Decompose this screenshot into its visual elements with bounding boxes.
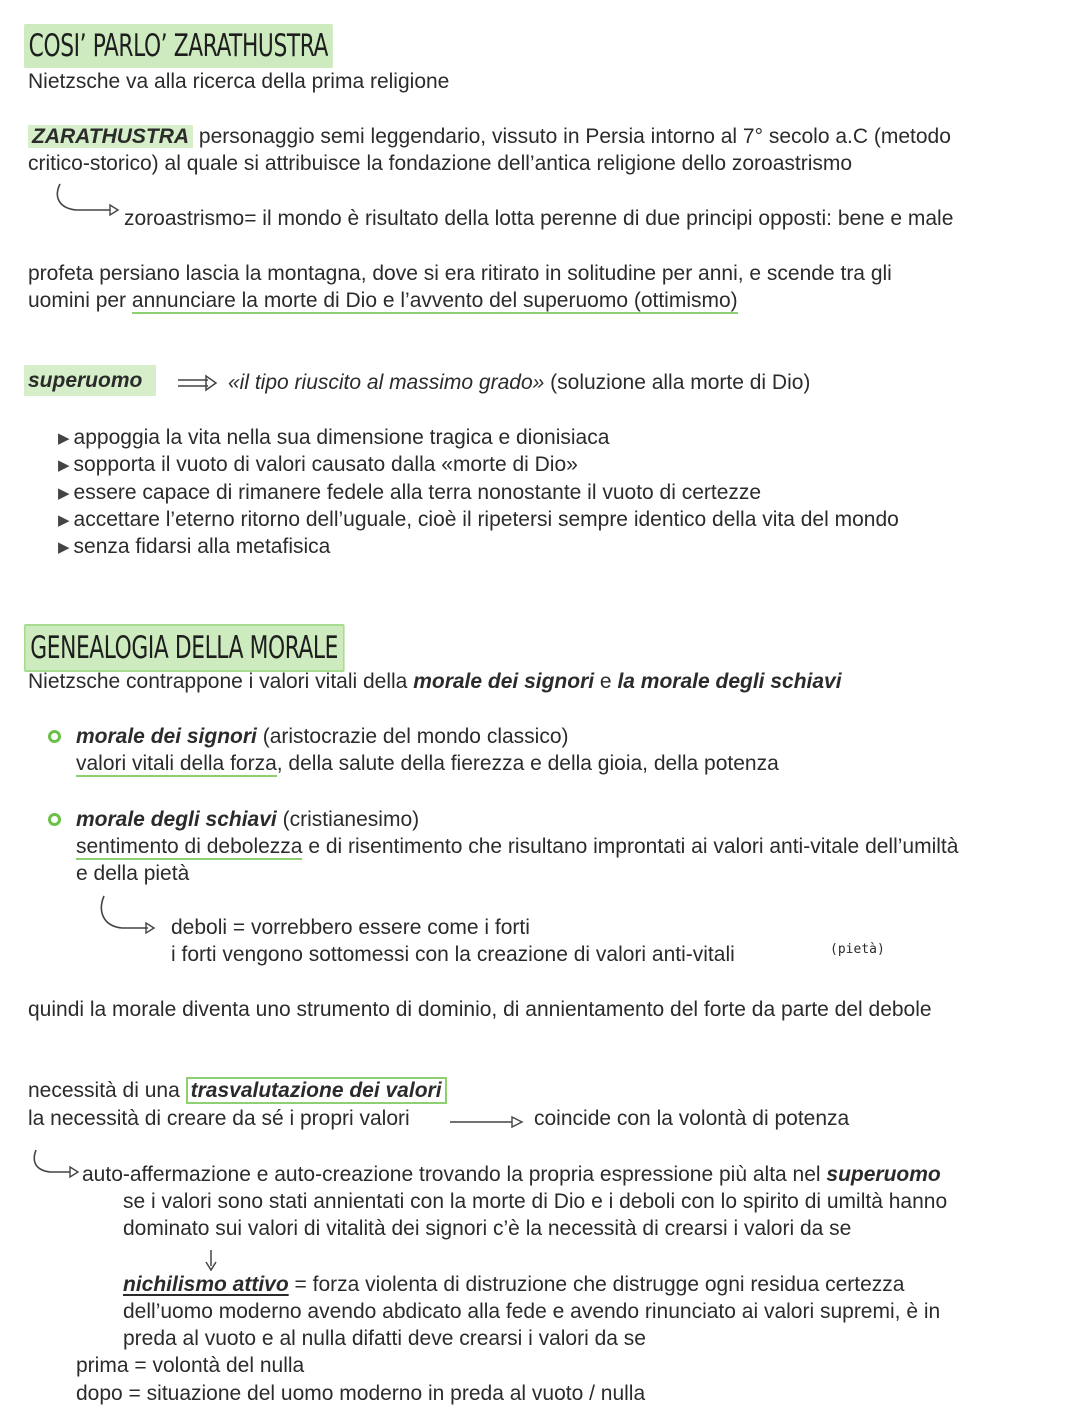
nichilismo-line2: dell’uomo moderno avendo abdicato alla fede e avendo rinunciato ai valori supremi, è in: [123, 1300, 941, 1323]
nichilismo-line1: [123, 1271, 904, 1298]
triangle-bullet-icon: ▶: [58, 457, 70, 474]
double-arrow-icon: [178, 374, 222, 394]
zarathustra-desc: personaggio semi leggendario, vissuto in Persia intorno al 7° secolo a.C (metodo: [193, 125, 951, 148]
superuomo-definition: [228, 369, 810, 396]
list-item-text: sopporta il vuoto di valori causato dalla «morte di Dio»: [73, 453, 578, 476]
list-item: [58, 506, 899, 535]
superuomo-quote: «il tipo riuscito al massimo grado»: [228, 371, 545, 394]
signori-term: morale dei signori: [76, 725, 257, 748]
quindi-paragraph: quindi la morale diventa uno strumento di dominio, di annientamento del forte da parte del debole: [28, 998, 932, 1021]
profeta-line2-start: uomini per: [28, 289, 132, 312]
triangle-bullet-icon: ▶: [58, 485, 70, 502]
coincide-text: coincide con la volontà di potenza: [534, 1107, 850, 1130]
handwritten-pieta-note: (pietà): [830, 942, 885, 957]
arrow-right-icon: [450, 1114, 530, 1130]
profeta-line2: [28, 287, 738, 314]
list-item: [58, 533, 330, 562]
signori-desc-rest: , della salute della fierezza e della gioia, della potenza: [276, 752, 779, 775]
dopo-line: dopo = situazione del uomo moderno in preda al vuoto / nulla: [76, 1382, 646, 1405]
schiavi-desc-rest: e di risentimento che risultano improntati ai valori anti-vitale dell’umiltà: [302, 835, 959, 858]
creare-line: la necessità di creare da sé i propri valori: [28, 1107, 410, 1130]
intro-and: e: [594, 670, 618, 693]
list-item: [58, 451, 578, 480]
schiavi-heading: [76, 806, 419, 833]
nichilismo-def: = forza violenta di distruzione che distrugge ogni residua certezza: [288, 1273, 905, 1296]
prima-line: prima = volontà del nulla: [76, 1354, 305, 1377]
necessita-line: [28, 1077, 447, 1104]
curved-arrow-icon: [30, 1148, 90, 1182]
auto-text: auto-affermazione e auto-creazione trovando la propria espressione più alta nel: [82, 1163, 827, 1186]
triangle-bullet-icon: ▶: [58, 512, 70, 529]
list-item: [58, 479, 761, 508]
intro-schiavi: la morale degli schiavi: [617, 670, 842, 693]
list-item: [58, 424, 609, 453]
schiavi-term: morale degli schiavi: [76, 808, 277, 831]
curved-arrow-icon: [52, 182, 122, 222]
deboli-line1: deboli = vorrebbero essere come i forti: [171, 916, 530, 939]
list-item-text: appoggia la vita nella sua dimensione tragica e dionisiaca: [73, 426, 610, 449]
signori-description: [76, 750, 779, 777]
zarathustra-paragraph-line1: [28, 123, 951, 150]
section-subtitle: Nietzsche va alla ricerca della prima religione: [28, 70, 450, 93]
auto-affermazione-line: [82, 1161, 941, 1188]
schiavi-underlined: sentimento di debolezza: [76, 835, 303, 858]
schiavi-description-line2: e della pietà: [76, 862, 190, 885]
se-line2: dominato sui valori di vitalità dei signori c’è la necessità di crearsi i valori da se: [123, 1217, 852, 1240]
zarathustra-paragraph-line2: critico-storico) al quale si attribuisce la fondazione dell’antica religione dello zoroastrismo: [28, 152, 853, 175]
intro-text: Nietzsche contrappone i valori vitali della: [28, 670, 414, 693]
list-item-text: accettare l’eterno ritorno dell’uguale, cioè il ripetersi sempre identico della vita del mondo: [73, 508, 899, 531]
superuomo-note: (soluzione alla morte di Dio): [544, 371, 811, 394]
bullet-circle-icon: [48, 813, 61, 826]
auto-superuomo: superuomo: [826, 1163, 941, 1186]
bullet-circle-icon: [48, 730, 61, 743]
se-line1: se i valori sono stati annientati con la morte di Dio e i deboli con lo spirito di umiltà hanno: [123, 1190, 948, 1213]
zoroastrismo-definition: zoroastrismo= il mondo è risultato della lotta perenne di due principi opposti: bene e male: [124, 207, 954, 230]
signori-heading: [76, 723, 569, 750]
nichilismo-line3: preda al vuoto e al nulla difatti deve crearsi i valori da se: [123, 1327, 646, 1350]
intro-signori: morale dei signori: [413, 670, 595, 693]
triangle-bullet-icon: ▶: [58, 430, 70, 447]
list-item-text: senza fidarsi alla metafisica: [73, 535, 331, 558]
genealogia-intro: [28, 668, 842, 695]
triangle-bullet-icon: ▶: [58, 539, 70, 556]
signori-underlined: valori vitali della forza: [76, 752, 277, 775]
trasvalutazione-term: trasvalutazione dei valori: [186, 1077, 447, 1104]
schiavi-description-line1: [76, 833, 958, 860]
necessita-text: necessità di una: [28, 1079, 186, 1102]
section-title-zarathustra: COSI’ PARLO’ ZARATHUSTRA: [24, 24, 333, 68]
profeta-line1: profeta persiano lascia la montagna, dove si era ritirato in solitudine per anni, e scende tra gli: [28, 262, 892, 285]
list-item-text: essere capace di rimanere fedele alla terra nonostante il vuoto di certezze: [73, 481, 762, 504]
curved-arrow-icon: [96, 894, 166, 938]
deboli-line2: i forti vengono sottomessi con la creazione di valori anti-vitali: [171, 943, 735, 966]
section-title-genealogia: GENEALOGIA DELLA MORALE: [24, 624, 344, 672]
schiavi-note: (cristianesimo): [276, 808, 420, 831]
superuomo-term: superuomo: [24, 365, 156, 396]
zarathustra-term: ZARATHUSTRA: [28, 125, 193, 148]
profeta-underlined: annunciare la morte di Dio e l’avvento del superuomo (ottimismo): [131, 289, 738, 312]
nichilismo-term: nichilismo attivo: [123, 1273, 289, 1296]
signori-note: (aristocrazie del mondo classico): [256, 725, 569, 748]
